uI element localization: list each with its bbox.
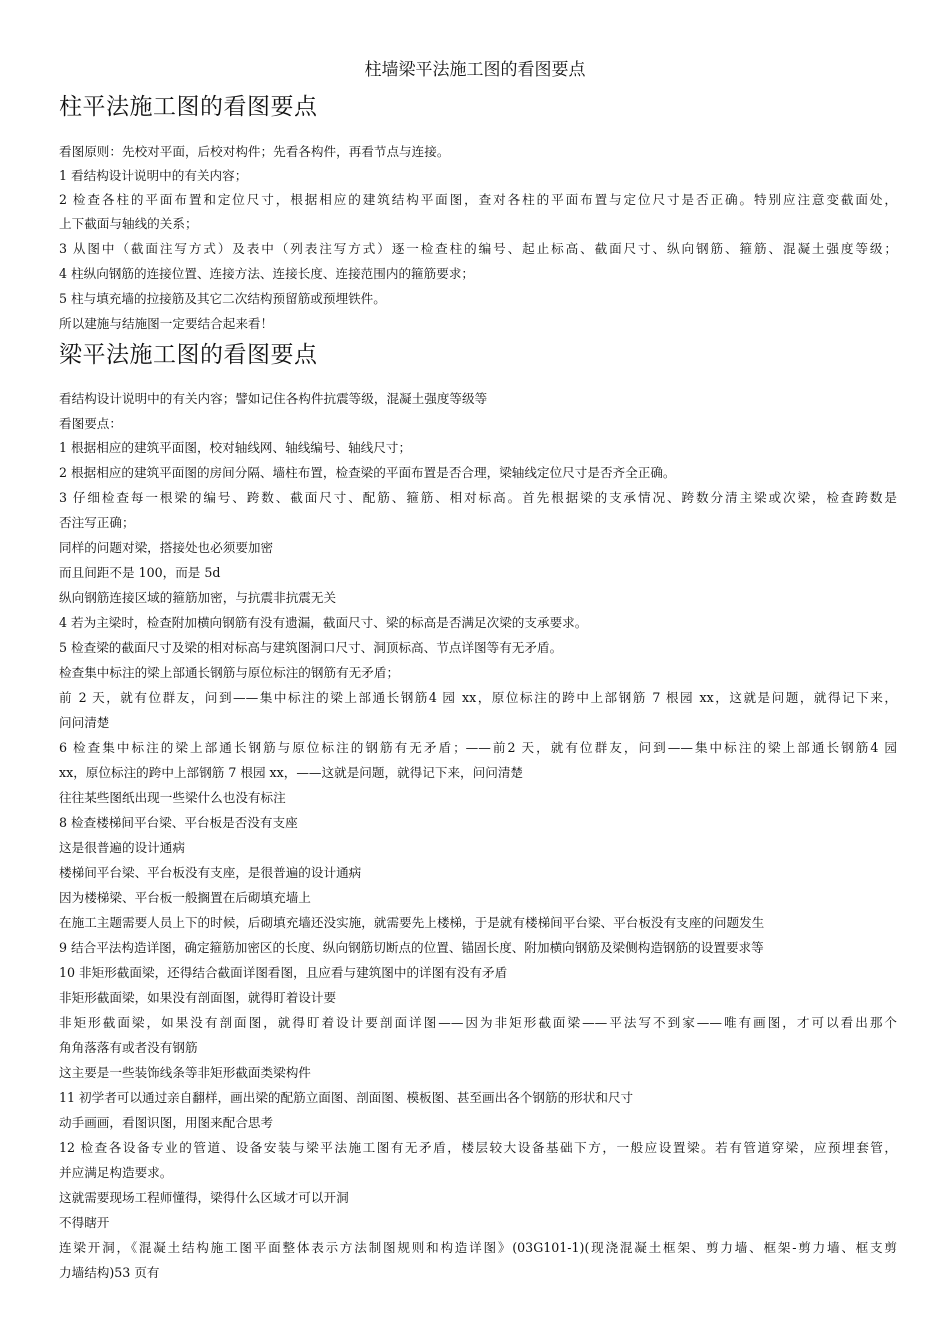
paragraph-line: 前 2 天，就有位群友，问到——集中标注的梁上部通长钢筋4 园 xx，原位标注的跨中上部钢筋 7 根园 xx，这就是问题，就得记下来， <box>59 690 897 705</box>
paragraph-line: 非矩形截面梁，如果没有剖面图，就得盯着设计要 <box>59 990 337 1005</box>
paragraph-line: 这主要是一些装饰线条等非矩形截面类梁构件 <box>59 1065 311 1080</box>
paragraph-line: 动手画画，看图识图，用图来配合思考 <box>59 1115 274 1130</box>
beam-section-heading: 梁平法施工图的看图要点 <box>59 342 318 368</box>
paragraph-line: 1 根据相应的建筑平面图，校对轴线网、轴线编号、轴线尺寸； <box>59 440 412 455</box>
paragraph-line: 看图原则：先校对平面，后校对构件；先看各构件，再看节点与连接。 <box>59 144 450 159</box>
paragraph-line: 在施工主题需要人员上下的时候，后砌填充墙还没实施，就需要先上楼梯，于是就有楼梯间平台梁、平台板没有支座的问题发生 <box>59 915 765 930</box>
paragraph-line: 而且间距不是 100，而是 5d <box>59 565 221 580</box>
paragraph-line: 4 柱纵向钢筋的连接位置、连接方法、连接长度、连接范围内的箍筋要求； <box>59 266 475 281</box>
paragraph-line: 看图要点： <box>59 416 122 431</box>
paragraph-line: 连梁开洞，《混凝土结构施工图平面整体表示方法制图规则和构造详图》(03G101-1)(现浇混凝土框架、剪力墙、框架-剪力墙、框支剪 <box>59 1240 897 1255</box>
paragraph-line: 3 仔细检查每一根梁的编号、跨数、截面尺寸、配筋、箍筋、相对标高。首先根据梁的支承情况、跨数分清主梁或次梁，检查跨数是 <box>59 490 897 505</box>
paragraph-line: 并应满足构造要求。 <box>59 1165 173 1180</box>
paragraph-line: 这就需要现场工程师懂得，梁得什么区域才可以开洞 <box>59 1190 349 1205</box>
paragraph-line: 所以建施与结施图一定要结合起来看！ <box>59 316 274 331</box>
paragraph-line: 2 检查各柱的平面布置和定位尺寸，根据相应的建筑结构平面图，查对各柱的平面布置与定位尺寸是否正确。特别应注意变截面处， <box>59 192 897 207</box>
paragraph-line: 检查集中标注的梁上部通长钢筋与原位标注的钢筋有无矛盾； <box>59 665 400 680</box>
paragraph-line: 楼梯间平台梁、平台板没有支座，是很普遍的设计通病 <box>59 865 362 880</box>
paragraph-line: 看结构设计说明中的有关内容；譬如记住各构件抗震等级，混凝土强度等级等 <box>59 391 488 406</box>
paragraph-line: 这是很普遍的设计通病 <box>59 840 185 855</box>
paragraph-line: 9 结合平法构造详图，确定箍筋加密区的长度、纵向钢筋切断点的位置、锚固长度、附加横向钢筋及梁侧构造钢筋的设置要求等 <box>59 940 764 955</box>
paragraph-line: 6 检查集中标注的梁上部通长钢筋与原位标注的钢筋有无矛盾；——前2 天，就有位群友，问到——集中标注的梁上部通长钢筋4 园 <box>59 740 897 755</box>
paragraph-line: 因为楼梯梁、平台板一般搁置在后砌填充墙上 <box>59 890 311 905</box>
column-section-heading: 柱平法施工图的看图要点 <box>59 94 318 120</box>
paragraph-line: 上下截面与轴线的关系； <box>59 216 198 231</box>
paragraph-line: 问问清楚 <box>59 715 110 730</box>
paragraph-line: 3 从图中（截面注写方式）及表中（列表注写方式）逐一检查柱的编号、起止标高、截面尺寸、纵向钢筋、箍筋、混凝土强度等级； <box>59 241 897 256</box>
paragraph-line: 不得瞎开 <box>59 1215 110 1230</box>
paragraph-line: 否注写正确； <box>59 515 135 530</box>
paragraph-line: 2 根据相应的建筑平面图的房间分隔、墙柱布置，检查梁的平面布置是否合理，梁轴线定位尺寸是否齐全正确。 <box>59 465 676 480</box>
paragraph-line: 往往某些图纸出现一些梁什么也没有标注 <box>59 790 286 805</box>
paragraph-line: 5 柱与填充墙的拉接筋及其它二次结构预留筋或预埋铁件。 <box>59 291 386 306</box>
paragraph-line: 1 看结构设计说明中的有关内容； <box>59 168 248 183</box>
paragraph-line: 同样的问题对梁，搭接处也必须要加密 <box>59 540 274 555</box>
paragraph-line: 力墙结构)53 页有 <box>59 1265 160 1280</box>
paragraph-line: xx，原位标注的跨中上部钢筋 7 根园 xx，——这就是问题，就得记下来，问问清楚 <box>59 765 524 780</box>
document-title: 柱墙梁平法施工图的看图要点 <box>364 60 586 80</box>
paragraph-line: 非矩形截面梁，如果没有剖面图，就得盯着设计要剖面详图——因为非矩形截面梁——平法写不到家——唯有画图，才可以看出那个 <box>59 1015 897 1030</box>
paragraph-line: 11 初学者可以通过亲自翻样，画出梁的配筋立面图、剖面图、模板图、甚至画出各个钢筋的形状和尺寸 <box>59 1090 634 1105</box>
paragraph-line: 角角落落有或者没有钢筋 <box>59 1040 198 1055</box>
paragraph-line: 12 检查各设备专业的管道、设备安装与梁平法施工图有无矛盾，楼层较大设备基础下方，一般应设置梁。若有管道穿梁，应预埋套管， <box>59 1140 897 1155</box>
paragraph-line: 8 检查楼梯间平台梁、平台板是否没有支座 <box>59 815 298 830</box>
paragraph-line: 10 非矩形截面梁，还得结合截面详图看图，且应看与建筑图中的详图有没有矛盾 <box>59 965 508 980</box>
paragraph-line: 纵向钢筋连接区域的箍筋加密，与抗震非抗震无关 <box>59 590 337 605</box>
paragraph-line: 4 若为主梁时，检查附加横向钢筋有没有遗漏，截面尺寸、梁的标高是否满足次梁的支承要求。 <box>59 615 588 630</box>
paragraph-line: 5 检查梁的截面尺寸及梁的相对标高与建筑图洞口尺寸、洞顶标高、节点详图等有无矛盾。 <box>59 640 563 655</box>
